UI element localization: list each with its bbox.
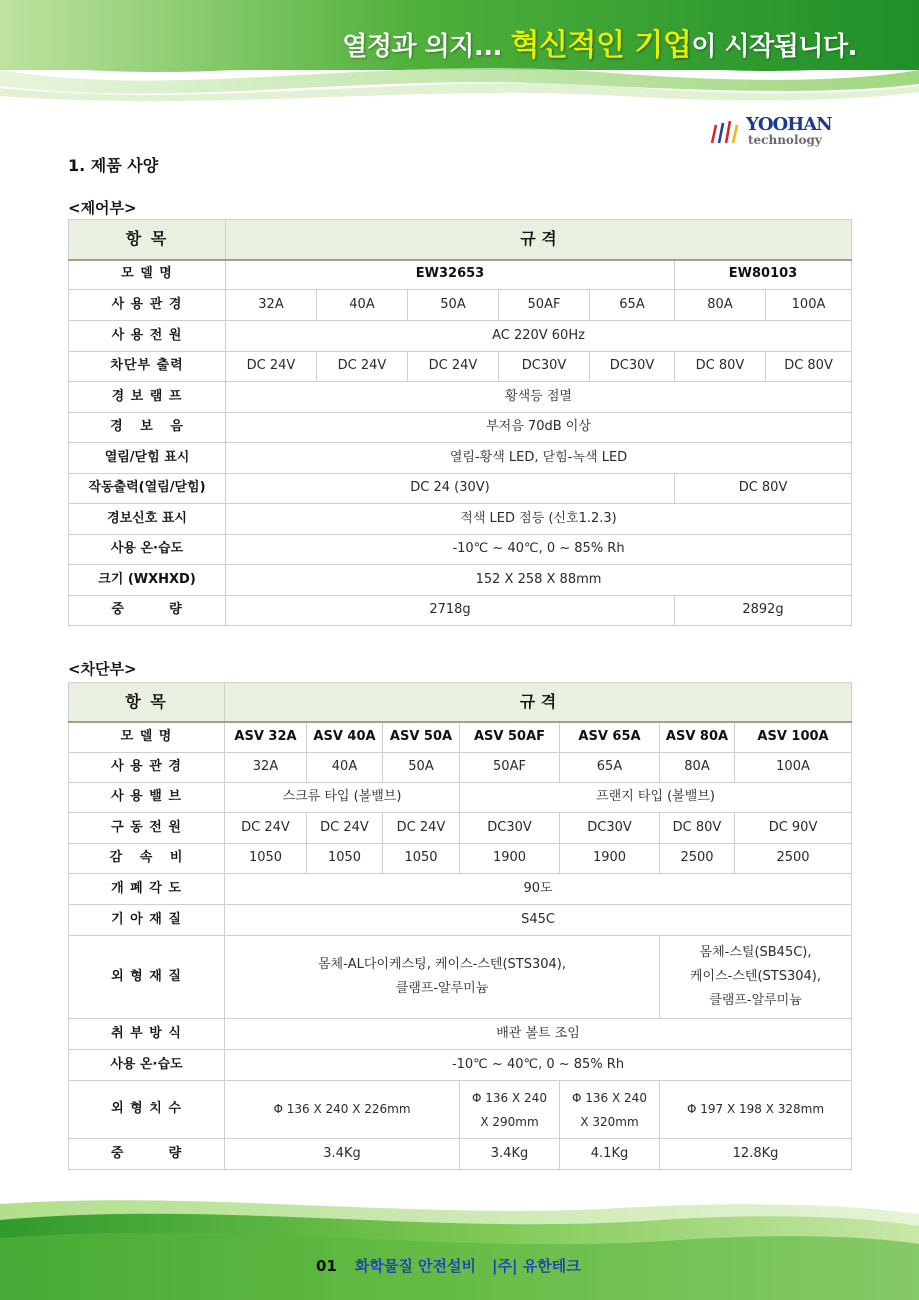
cell: 열림-황색 LED, 닫힘-녹색 LED [226, 443, 852, 474]
cell: DC30V [560, 813, 660, 844]
header-item: 항 목 [69, 220, 226, 260]
cell: ASV 32A [225, 722, 307, 753]
table-row [69, 443, 852, 474]
cell: 2718g [226, 596, 675, 626]
cell: 2892g [675, 596, 852, 626]
table-row [69, 683, 852, 722]
cell: 50A [408, 290, 499, 321]
row-label: 사 용 관 경 [69, 290, 226, 321]
cell: 50AF [460, 753, 560, 783]
cell: 1050 [383, 844, 460, 874]
footer-wave-band [0, 1190, 919, 1300]
cell: 90도 [225, 874, 852, 905]
cell: DC 24V [225, 813, 307, 844]
table-row [69, 936, 852, 1019]
row-label: 모 델 명 [69, 260, 226, 290]
table-row [69, 596, 852, 626]
cell-line: Φ 136 X 240 [472, 1090, 547, 1105]
table-row [69, 290, 852, 321]
table-row [69, 722, 852, 753]
cell: 32A [226, 290, 317, 321]
footer-company: |주| 유한테크 [492, 1257, 581, 1275]
cell: 2500 [660, 844, 735, 874]
cell: 1050 [225, 844, 307, 874]
header-slogan [342, 20, 857, 64]
cell-line: X 320mm [580, 1114, 639, 1129]
shutoff-subtitle: <차단부> [68, 660, 137, 678]
cell: DC 24 (30V) [226, 474, 675, 504]
cell: 황색등 점멸 [226, 382, 852, 413]
cell: -10℃ ~ 40℃, 0 ~ 85% Rh [225, 1050, 852, 1081]
cell [560, 1081, 660, 1139]
cell: Φ 136 X 240 X 226mm [225, 1081, 460, 1139]
cell: 65A [590, 290, 675, 321]
cell: 40A [307, 753, 383, 783]
footer-text [316, 1255, 581, 1276]
cell: ASV 40A [307, 722, 383, 753]
slogan-suffix: 이 시작됩니다. [691, 32, 857, 62]
table-row [69, 504, 852, 535]
row-label: 기 아 재 질 [69, 905, 225, 936]
logo-tagline: technology [748, 133, 822, 147]
control-subtitle: <제어부> [68, 199, 137, 217]
cell: 프랜지 타입 (볼밸브) [460, 783, 852, 813]
cell: 100A [735, 753, 852, 783]
row-label: 열림/닫힘 표시 [69, 443, 226, 474]
cell: DC30V [460, 813, 560, 844]
logo-stripes-icon [708, 117, 744, 147]
cell: 12.8Kg [660, 1139, 852, 1170]
table-row [69, 1081, 852, 1139]
cell: 40A [317, 290, 408, 321]
cell: 50A [383, 753, 460, 783]
logo-name: YOOHAN [746, 114, 832, 135]
row-label: 개 폐 각 도 [69, 874, 225, 905]
table-row [69, 535, 852, 565]
slogan-prefix: 열정과 의지... [342, 32, 511, 62]
cell-line: Φ 136 X 240 [572, 1090, 647, 1105]
cell: DC 24V [408, 352, 499, 382]
cell: 4.1Kg [560, 1139, 660, 1170]
cell: 3.4Kg [460, 1139, 560, 1170]
cell: 32A [225, 753, 307, 783]
cell: EW80103 [675, 260, 852, 290]
slogan-highlight: 혁신적인 기업 [510, 28, 692, 63]
cell: DC 24V [226, 352, 317, 382]
cell: 100A [766, 290, 852, 321]
cell: ASV 65A [560, 722, 660, 753]
cell: -10℃ ~ 40℃, 0 ~ 85% Rh [226, 535, 852, 565]
header-item: 항 목 [69, 683, 225, 722]
cell: DC30V [590, 352, 675, 382]
table-row [69, 874, 852, 905]
row-label: 구 동 전 원 [69, 813, 225, 844]
row-label: 취 부 방 식 [69, 1019, 225, 1050]
row-label: 크기 (WXHXD) [69, 565, 226, 596]
cell-line: 클램프-알루미늄 [395, 981, 489, 996]
cell: 80A [675, 290, 766, 321]
cell-line: 몸체-AL다이케스팅, 케이스-스텐(STS304), [317, 957, 566, 972]
cell: DC 80V [675, 474, 852, 504]
table-row [69, 1019, 852, 1050]
row-label: 경 보 음 [69, 413, 226, 443]
cell: 1050 [307, 844, 383, 874]
cell: DC 24V [383, 813, 460, 844]
cell: 152 X 258 X 88mm [226, 565, 852, 596]
table-row [69, 1139, 852, 1170]
cell: 부저음 70dB 이상 [226, 413, 852, 443]
cell: 65A [560, 753, 660, 783]
row-label: 모 델 명 [69, 722, 225, 753]
cell: DC 90V [735, 813, 852, 844]
row-label: 외 형 치 수 [69, 1081, 225, 1139]
table-row [69, 413, 852, 443]
table-row [69, 844, 852, 874]
footer-label: 화학물질 안전설비 [354, 1257, 477, 1275]
cell: DC30V [499, 352, 590, 382]
row-label: 작동출력(열림/닫힘) [69, 474, 226, 504]
header-spec: 규 격 [226, 220, 852, 260]
cell: 적색 LED 점등 (신호1.2.3) [226, 504, 852, 535]
table-row [69, 382, 852, 413]
section-title: 1. 제품 사양 [68, 156, 159, 175]
company-logo [708, 113, 858, 149]
cell: DC 80V [660, 813, 735, 844]
table-row [69, 260, 852, 290]
cell-line: X 290mm [480, 1114, 539, 1129]
cell: 1900 [460, 844, 560, 874]
table-row [69, 565, 852, 596]
row-label: 차단부 출력 [69, 352, 226, 382]
table-row [69, 321, 852, 352]
cell-line: 클램프-알루미늄 [709, 993, 802, 1008]
table-row [69, 474, 852, 504]
row-label: 외 형 재 질 [69, 936, 225, 1019]
row-label: 사용 온·습도 [69, 1050, 225, 1081]
row-label: 사 용 전 원 [69, 321, 226, 352]
cell: DC 24V [307, 813, 383, 844]
row-label: 사 용 밸 브 [69, 783, 225, 813]
cell [460, 1081, 560, 1139]
cell: DC 80V [766, 352, 852, 382]
cell: ASV 50A [383, 722, 460, 753]
cell-line: 몸체-스틸(SB45C), [699, 945, 812, 960]
row-label: 감 속 비 [69, 844, 225, 874]
row-label: 사용 온·습도 [69, 535, 226, 565]
table-row [69, 1050, 852, 1081]
table-row [69, 352, 852, 382]
cell [660, 936, 852, 1019]
cell: 1900 [560, 844, 660, 874]
cell: Φ 197 X 198 X 328mm [660, 1081, 852, 1139]
control-spec-table [68, 219, 852, 626]
table-row [69, 220, 852, 260]
cell: 스크류 타입 (볼밸브) [225, 783, 460, 813]
table-row [69, 813, 852, 844]
row-label: 사 용 관 경 [69, 753, 225, 783]
cell: 3.4Kg [225, 1139, 460, 1170]
cell: ASV 50AF [460, 722, 560, 753]
header-spec: 규 격 [225, 683, 852, 722]
row-label: 경보신호 표시 [69, 504, 226, 535]
cell: 80A [660, 753, 735, 783]
cell: ASV 80A [660, 722, 735, 753]
table-row [69, 783, 852, 813]
cell: 배관 볼트 조임 [225, 1019, 852, 1050]
row-label: 경 보 램 프 [69, 382, 226, 413]
cell: DC 80V [675, 352, 766, 382]
cell: AC 220V 60Hz [226, 321, 852, 352]
cell: 2500 [735, 844, 852, 874]
cell: DC 24V [317, 352, 408, 382]
cell: 50AF [499, 290, 590, 321]
cell: EW32653 [226, 260, 675, 290]
shutoff-spec-table [68, 682, 852, 1170]
row-label: 중 량 [69, 596, 226, 626]
table-row [69, 753, 852, 783]
cell-line: 케이스-스텐(STS304), [690, 969, 822, 984]
cell: S45C [225, 905, 852, 936]
cell [225, 936, 660, 1019]
cell: ASV 100A [735, 722, 852, 753]
table-row [69, 905, 852, 936]
row-label: 중 량 [69, 1139, 225, 1170]
page-number: 01 [316, 1257, 337, 1275]
